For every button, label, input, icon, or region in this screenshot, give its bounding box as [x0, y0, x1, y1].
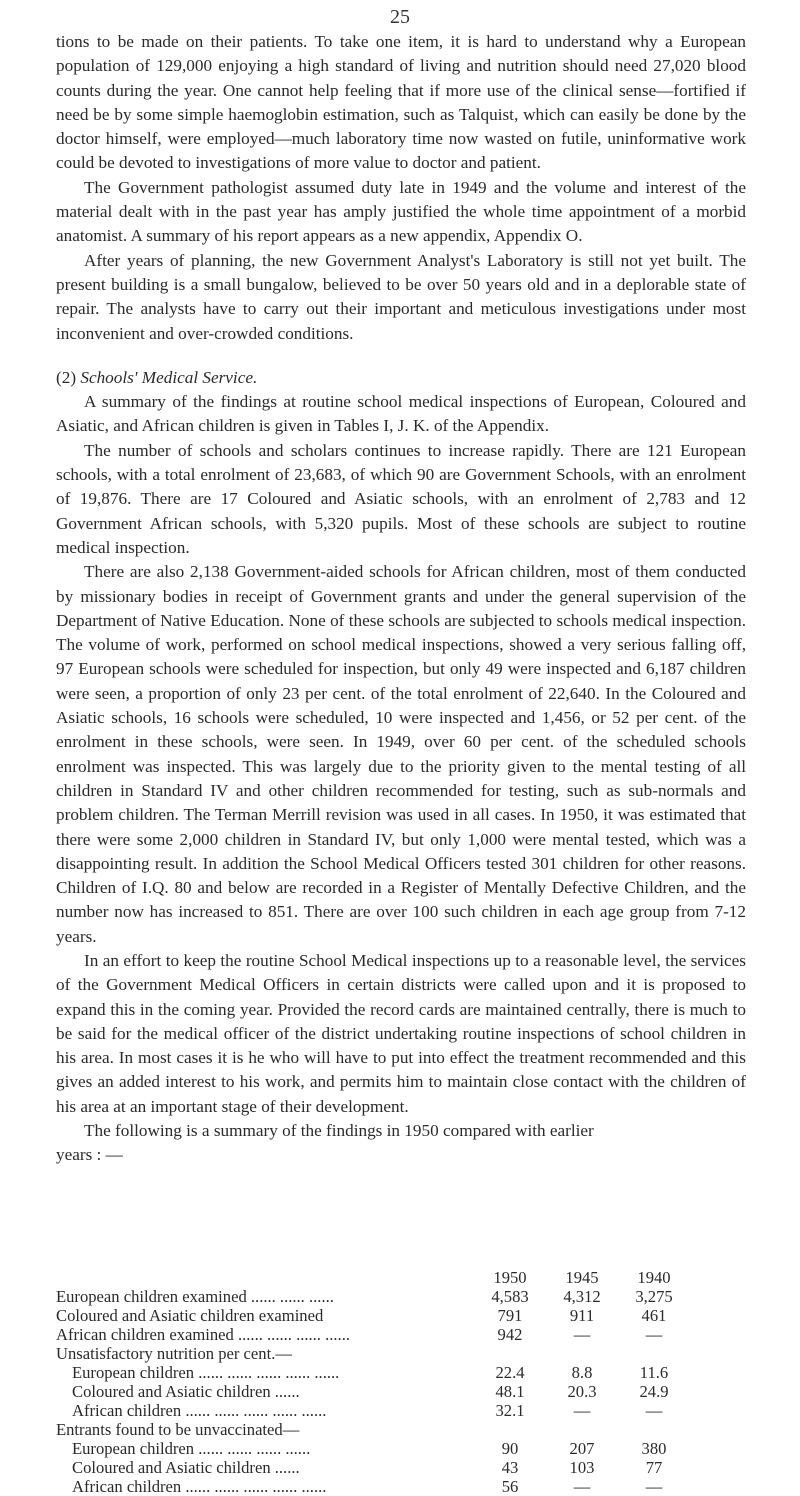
- cell-1945: [546, 1344, 618, 1363]
- group-label-unvaccinated: Entrants found to be unvaccinated—: [56, 1420, 300, 1439]
- paragraph-analyst-laboratory: After years of planning, the new Government Analyst's Laboratory is still not yet built. The present building is a small bungalow, believed to be over 50 years old and in a deplorable state of repair. The analysts have to carry out their important and meticulous investigations under most inconvenient and over-crowded conditions.: [56, 250, 746, 343]
- cell-1950: 43: [501, 1458, 519, 1477]
- cell-1945: 207: [569, 1439, 595, 1458]
- group-label-nutrition: Unsatisfactory nutrition per cent.—: [56, 1344, 292, 1363]
- cell-1940: 380: [641, 1439, 667, 1458]
- cell-1945: [546, 1420, 618, 1439]
- table-row: [56, 1477, 690, 1496]
- years-label: years : —: [56, 1145, 123, 1165]
- row-label: European children ...... ...... ...... ...... ......: [72, 1363, 340, 1382]
- row-label: European children examined ...... ...... ......: [56, 1287, 334, 1306]
- table-group-row: [56, 1344, 690, 1363]
- table-row: [56, 1287, 690, 1306]
- row-label: African children ...... ...... ...... ...... ......: [72, 1477, 327, 1496]
- cell-1950: 90: [501, 1439, 519, 1458]
- table-row: [56, 1439, 690, 1458]
- cell-1940: —: [645, 1401, 663, 1420]
- cell-1945: 4,312: [563, 1287, 601, 1306]
- cell-1950: 56: [501, 1477, 519, 1496]
- column-header-1940: 1940: [637, 1268, 671, 1287]
- cell-1950: 942: [497, 1325, 523, 1344]
- cell-1945: 8.8: [571, 1363, 593, 1382]
- cell-1945: —: [573, 1325, 591, 1344]
- table-row: [56, 1306, 690, 1325]
- row-label: Coloured and Asiatic children examined: [56, 1306, 324, 1325]
- cell-1950: 791: [497, 1306, 523, 1325]
- row-label: Coloured and Asiatic children ......: [72, 1458, 300, 1477]
- cell-1940: [618, 1420, 690, 1439]
- section-number: (2): [56, 367, 77, 387]
- cell-1940: —: [645, 1477, 663, 1496]
- section-title: Schools' Medical Service.: [80, 367, 258, 387]
- cell-1940: 11.6: [639, 1363, 669, 1382]
- cell-1940: 3,275: [635, 1287, 673, 1306]
- table-header-blank: [56, 1267, 474, 1287]
- row-label: African children examined ...... ...... ...... ......: [56, 1325, 350, 1344]
- row-label: European children ...... ...... ...... ......: [72, 1439, 311, 1458]
- table-row: [56, 1401, 690, 1420]
- cell-1945: 911: [569, 1306, 595, 1325]
- paragraph-routine-inspections: In an effort to keep the routine School Medical inspections up to a reasonable level, the services of the Government Medical Officers in certain districts were called upon and it is proposed to expand this in the coming year. Provided the record cards are maintained centrally, there is much to be said for the medical officer of the district undertaking routine inspections of school children in his area. In most cases it is he who will have to put into effect the treatment recommended and this gives an added interest to his work, and permits him to maintain close contact with the children of his area at an important stage of their development.: [56, 950, 746, 1116]
- cell-1950: 22.4: [495, 1363, 525, 1382]
- cell-1940: [618, 1344, 690, 1363]
- document-body: [56, 30, 746, 1167]
- table-header-row: [56, 1267, 690, 1287]
- cell-1940: 77: [645, 1458, 663, 1477]
- paragraph-pathologist: The Government pathologist assumed duty late in 1949 and the volume and interest of the material dealt with in the past year has amply justified the whole time appointment of a morbid anatomist. A summary of his report appears as a new appendix, Appendix O.: [56, 177, 746, 246]
- cell-1945: 20.3: [567, 1382, 597, 1401]
- paragraph-continuation: tions to be made on their patients. To take one item, it is hard to understand why a European population of 129,000 enjoying a high standard of living and nutrition should need 27,020 blood counts during the year. One cannot help feeling that if more use of the clinical sense—fortified if need be by some simple haemoglobin estimation, such as Talquist, which can easily be done by the doctor himself, were employed—much laboratory time now wasted on futile, uninformative work could be devoted to investigations of more value to doctor and patient.: [56, 32, 746, 173]
- cell-1950: [474, 1420, 546, 1439]
- cell-1940: 24.9: [639, 1382, 669, 1401]
- paragraph-schools-number: The number of schools and scholars continues to increase rapidly. There are 121 European schools, with a total enrolment of 23,683, of which 90 are Government Schools, with an enrolment of 19,876. There are 17 Coloured and Asiatic schools, with an enrolment of 2,783 and 12 Government African schools, with 5,320 pupils. Most of these schools are subject to routine medical inspection.: [56, 440, 746, 557]
- cell-1950: 4,583: [491, 1287, 529, 1306]
- findings-summary-table: [56, 1267, 690, 1496]
- row-label: Coloured and Asiatic children ......: [72, 1382, 300, 1401]
- cell-1940: —: [645, 1325, 663, 1344]
- cell-1940: 461: [641, 1306, 667, 1325]
- cell-1950: 32.1: [495, 1401, 525, 1420]
- cell-1945: 103: [569, 1458, 595, 1477]
- paragraph-following-summary: The following is a summary of the findings in 1950 compared with earlier: [84, 1121, 594, 1141]
- table-row: [56, 1382, 690, 1401]
- row-label: African children ...... ...... ...... ...... ......: [72, 1401, 327, 1420]
- column-header-1950: 1950: [493, 1268, 527, 1287]
- paragraph-summary-findings: A summary of the findings at routine school medical inspections of European, Coloured and Asiatic, and African children is given in Tables I, J. K. of the Appendix.: [56, 392, 746, 436]
- table-row: [56, 1325, 690, 1344]
- page-number: 25: [390, 6, 410, 28]
- table-group-row: [56, 1420, 690, 1439]
- cell-1950: 48.1: [495, 1382, 525, 1401]
- paragraph-government-aided: There are also 2,138 Government-aided schools for African children, most of them conducted by missionary bodies in receipt of Government grants and under the general supervision of the Department of Native Education. None of these schools are subjected to schools medical inspection. The volume of work, performed on school medical inspections, showed a very serious falling off, 97 European schools were scheduled for inspection, but only 49 were inspected and 6,187 children were seen, a proportion of only 23 per cent. of the total enrolment of 22,640. In the Coloured and Asiatic schools, 16 schools were scheduled, 10 were inspected and 1,456, or 52 per cent. of the enrolment in these schools, were seen. In 1949, over 60 per cent. of the scheduled schools enrolment was inspected. This was largely due to the priority given to the mental testing of all children in Standard IV and other children recommended for testing, such as sub-normals and problem children. The Terman Merrill revision was used in all cases. In 1950, it was estimated that there were some 2,000 children in Standard IV, but only 1,000 were mental tested, which was a disappointing result. In addition the School Medical Officers tested 301 children for other reasons. Children of I.Q. 80 and below are recorded in a Register of Mentally Defective Children, and the number now has increased to 851. There are over 100 such children in each age group from 7-12 years.: [56, 562, 746, 946]
- cell-1945: —: [573, 1401, 591, 1420]
- section-heading: [56, 366, 746, 390]
- cell-1950: [474, 1344, 546, 1363]
- column-header-1945: 1945: [565, 1268, 599, 1287]
- table-row: [56, 1363, 690, 1382]
- cell-1945: —: [573, 1477, 591, 1496]
- table-row: [56, 1458, 690, 1477]
